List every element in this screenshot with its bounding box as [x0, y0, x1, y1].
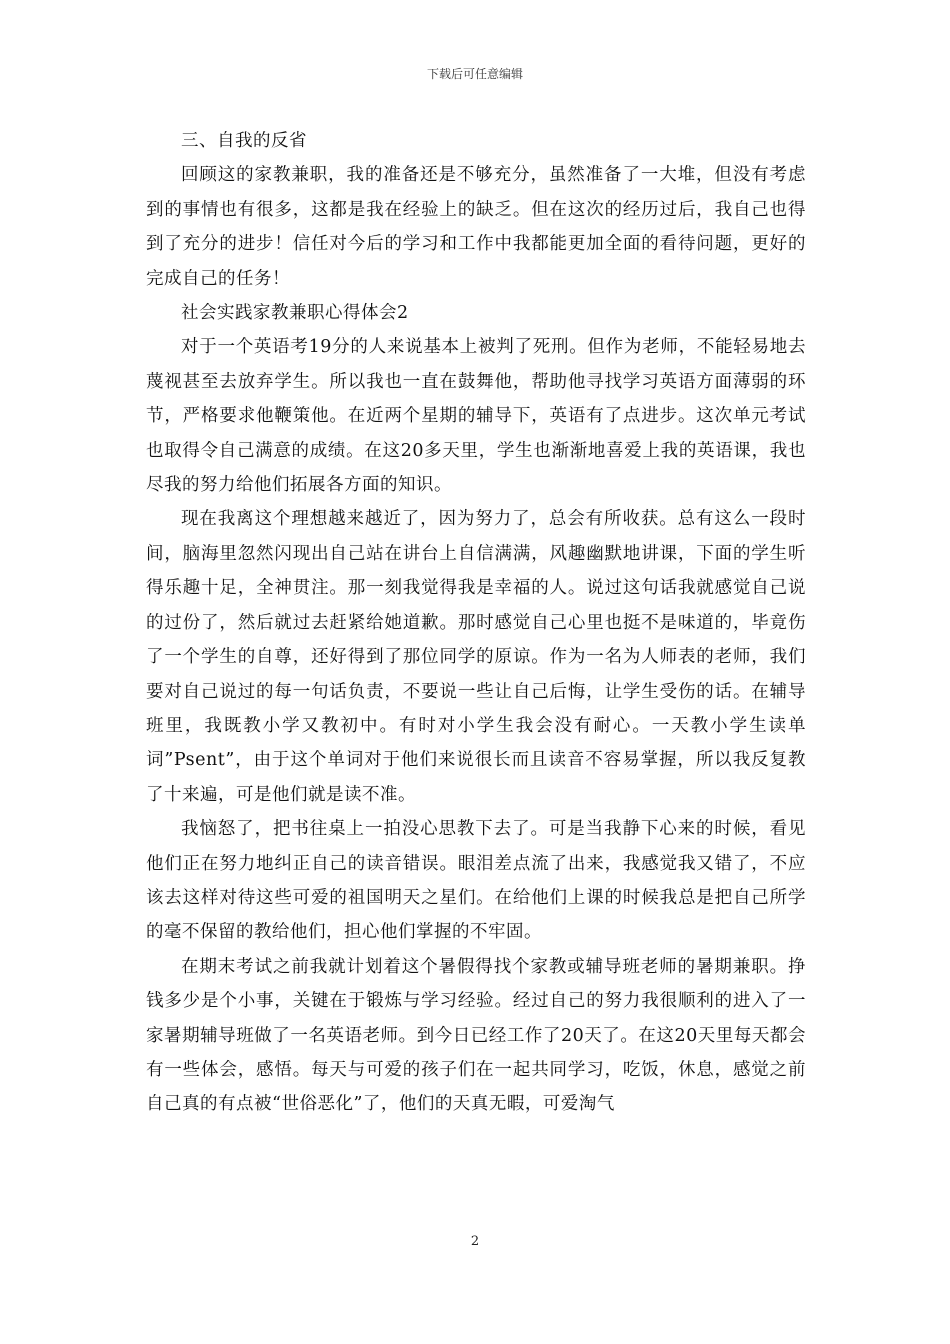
- page-header: 下载后可任意编辑: [426, 67, 523, 81]
- paragraph-reflection: 回顾这的家教兼职，我的准备还是不够充分，虽然准备了一大堆，但没有考虑到的事情也有很多，这都是我在经验上的缺乏。但在这次的经历过后，我自己也得到了充分的进步！信任对今后的学习和工作中我都能更加全面的看待问题，更好的完成自己的任务！: [146, 165, 806, 289]
- paragraph-anger-regret: 我恼怒了，把书往桌上一拍没心思教下去了。可是当我静下心来的时候，看见他们正在努力地纠正自己的读音错误。眼泪差点流了出来，我感觉我又错了，不应该去这样对待这些可爱的祖国明天之星们。在给他们上课的时候我总是把自己所学的毫不保留的教给他们，担心他们掌握的不牢固。: [146, 819, 806, 943]
- article-title: 社会实践家教兼职心得体会2: [181, 303, 409, 324]
- section-heading: 三、自我的反省: [181, 131, 307, 151]
- paragraph-teaching-ideal: 现在我离这个理想越来越近了，因为努力了，总会有所收获。总有这么一段时间，脑海里忽然闪现出自己站在讲台上自信满满，风趣幽默地讲课，下面的学生听得乐趣十足，全神贯注。那一刻我觉得我是幸福的人。说过这句话我就感觉自己说的过份了，然后就过去赶紧给她道歉。那时感觉自己心里也挺不是味道的，毕竟伤了一个学生的自尊，还好得到了那位同学的原谅。作为一名为人师表的老师，我们要对自己说过的每一句话负责，不要说一些让自己后悔，让学生受伤的话。在辅导班里，我既教小学又教初中。有时对小学生我会没有耐心。一天教小学生读单词”Psent”，由于这个单词对于他们来说很长而且读音不容易掌握，所以我反复教了十来遍，可是他们就是读不准。: [146, 509, 806, 805]
- document-body: [146, 124, 806, 1122]
- page-number: 2: [470, 1234, 480, 1249]
- paragraph-summer-job: 在期末考试之前我就计划着这个暑假得找个家教或辅导班老师的暑期兼职。挣钱多少是个小事，关键在于锻炼与学习经验。经过自己的努力我很顺利的进入了一家暑期辅导班做了一名英语老师。到今日已经工作了20天了。在这20天里每天都会有一些体会，感悟。每天与可爱的孩子们在一起共同学习，吃饭，休息，感觉之前自己真的有点被“世俗恶化”了，他们的天真无暇，可爱淘气: [146, 956, 806, 1115]
- paragraph-student-progress: 对于一个英语考19分的人来说基本上被判了死刑。但作为老师，不能轻易地去蔑视甚至去放弃学生。所以我也一直在鼓舞他，帮助他寻找学习英语方面薄弱的环节，严格要求他鞭策他。在近两个星期的辅导下，英语有了点进步。这次单元考试也取得令自己满意的成绩。在这20多天里，学生也渐渐地喜爱上我的英语课，我也尽我的努力给他们拓展各方面的知识。: [146, 337, 806, 496]
